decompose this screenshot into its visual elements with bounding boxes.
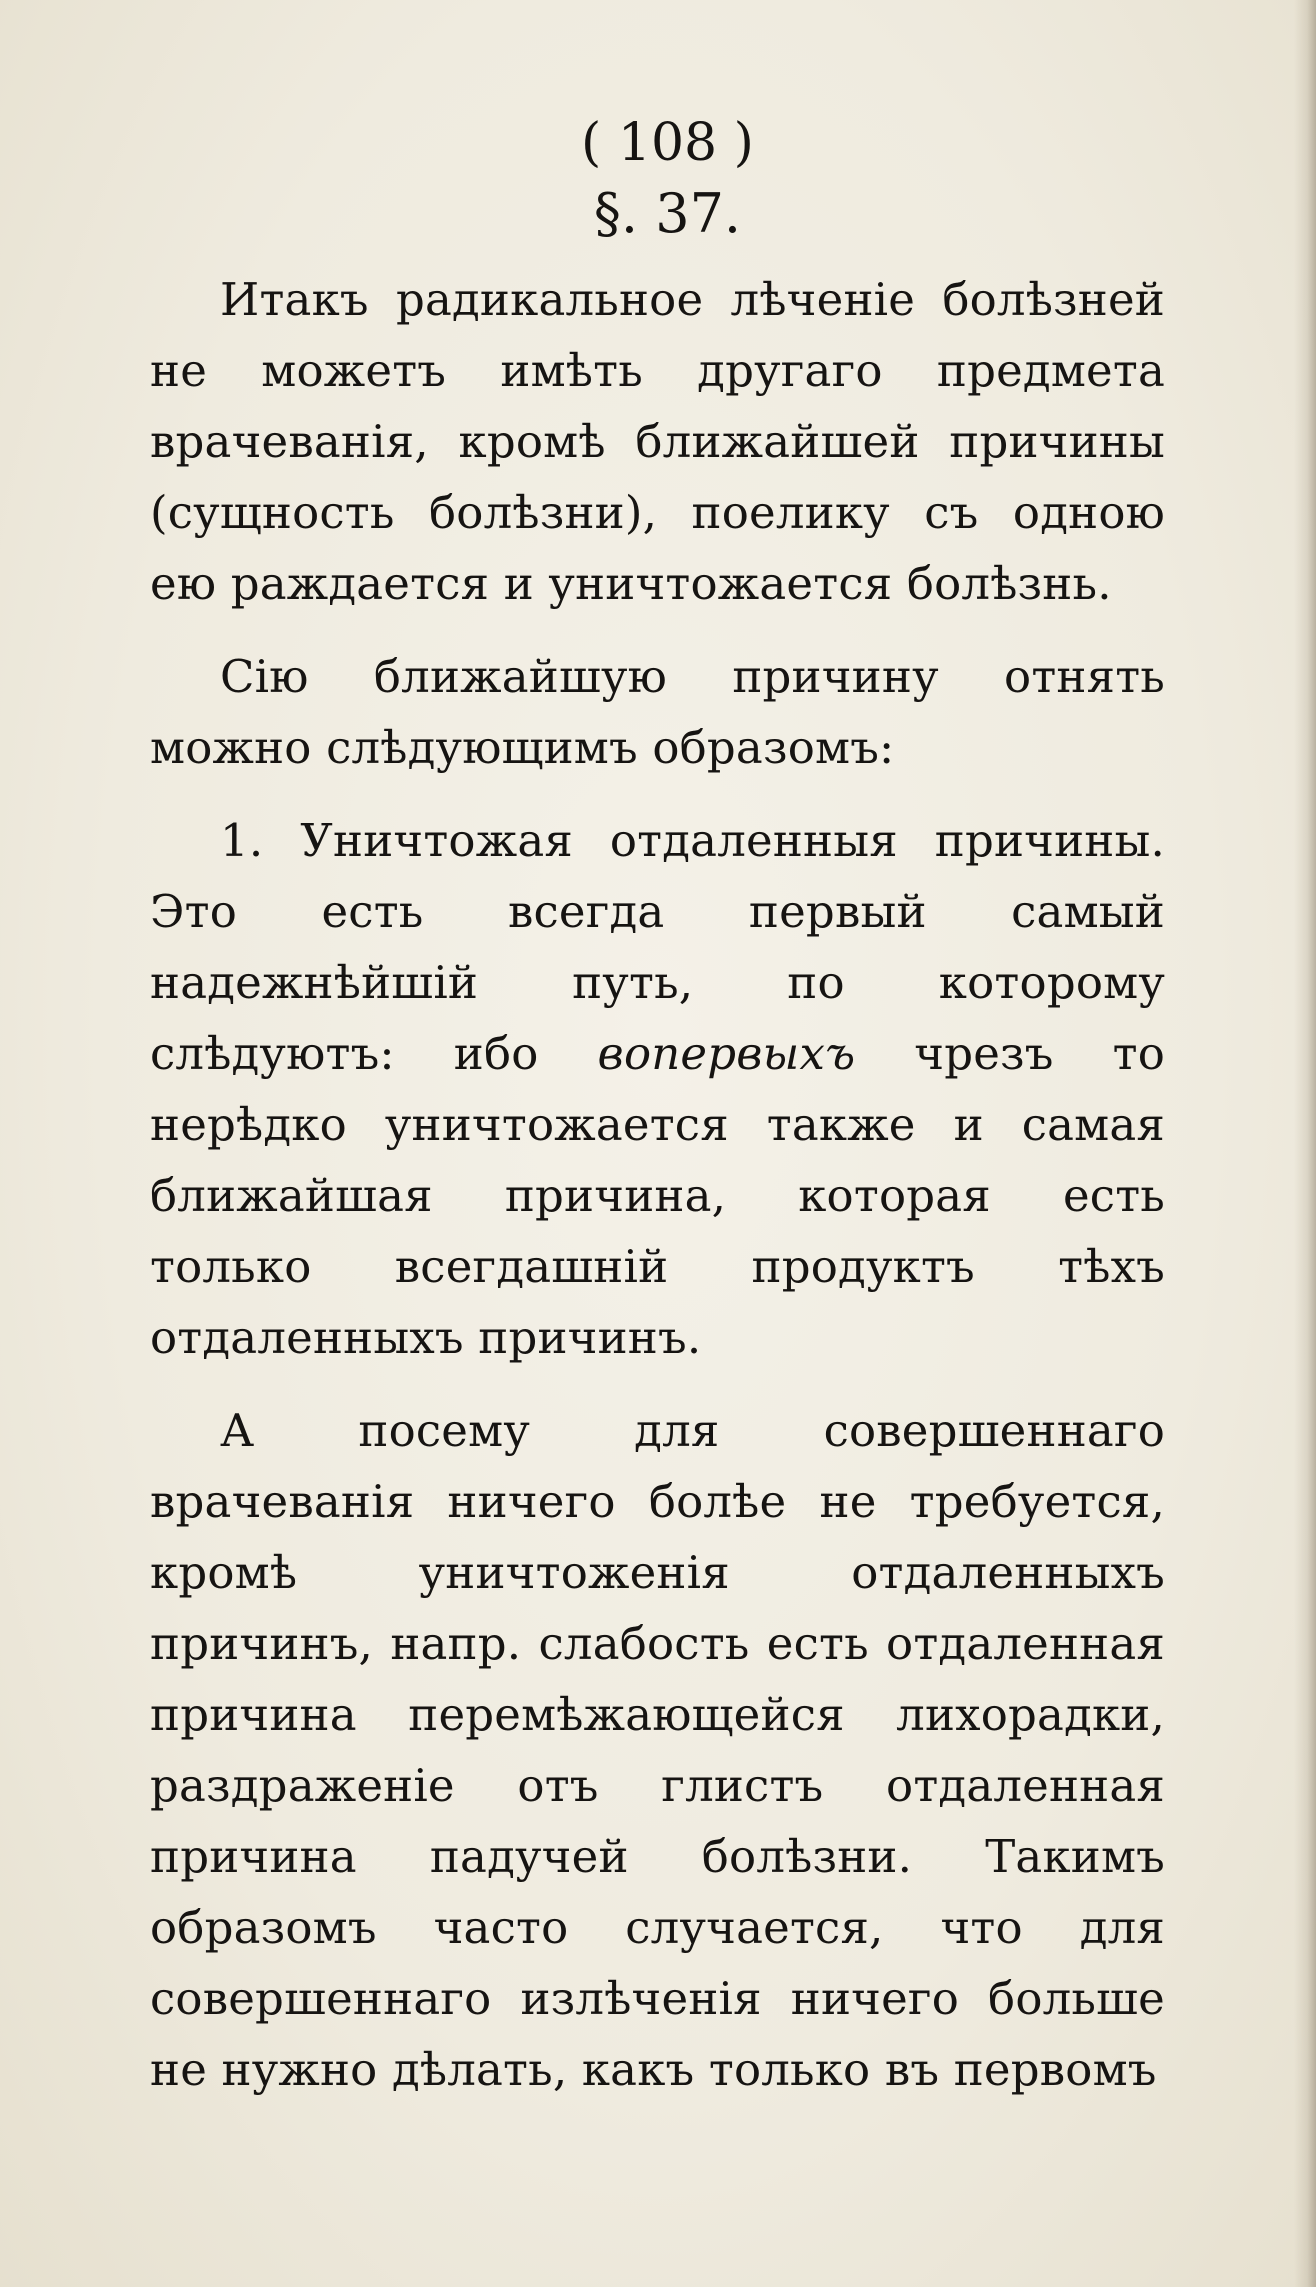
paragraph-3-text-start: 1. Уничтожая отдаленныя причины. Это есть всегда первый самый надежнѣйшій путь, по которому слѣдуютъ: ибо — [150, 814, 1165, 1080]
page-number-header: ( 108 ) — [581, 113, 754, 173]
paragraph-2: Сію ближайшую причину отнять можно слѣдующимъ образомъ: — [150, 650, 1165, 774]
page-edge-shadow — [1294, 0, 1316, 2287]
paragraph-3-text-end: чрезъ то нерѣдко уничтожается также и самая ближайшая причина, которая есть только всегдашній продуктъ тѣхъ отдаленныхъ причинъ. — [150, 1027, 1165, 1364]
emphasized-word: вопервыхъ — [597, 1027, 856, 1080]
paragraph-4: А посему для совершеннаго врачеванія ничего болѣе не требуется, кромѣ уничтоженія отдаленныхъ причинъ, напр. слабость есть отдаленная причина перемѣжающейся лихорадки, раздраженіе отъ глистъ отдаленная причина падучей болѣзни. Такимъ образомъ часто случается, что для совершеннаго излѣченія ничего больше не нужно дѣлать, какъ только въ первомъ — [150, 1404, 1165, 2096]
paragraph-1: Итакъ радикальное лѣченіе болѣзней не можетъ имѣть другаго предмета врачеванія, кромѣ ближайшей причины (сущность болѣзни), поелику съ одною ею раждается и уничтожается болѣзнь. — [150, 273, 1165, 610]
text-column — [150, 108, 1165, 2127]
paragraph-3 — [150, 805, 1165, 1373]
section-number: §. 37. — [593, 182, 742, 245]
